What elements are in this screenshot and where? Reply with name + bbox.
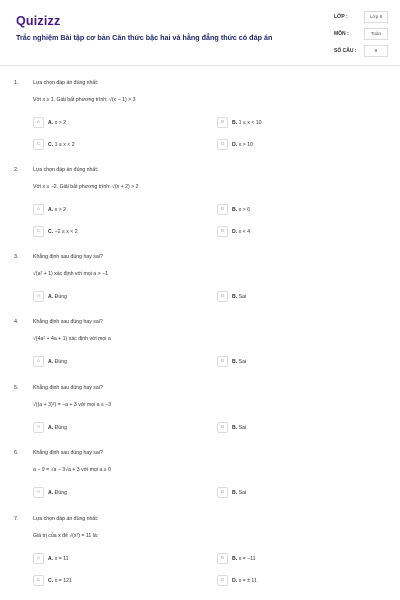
option-letter-box: D: [217, 575, 228, 586]
question-text: Với x ≥ 1. Giải bất phương trình: √(x − 1) > 3: [33, 97, 136, 103]
option-key: A.: [48, 358, 54, 365]
meta-label-grade: LỚP :: [334, 14, 348, 20]
option-value: Đúng: [54, 358, 68, 365]
question-number: 7.: [14, 516, 19, 522]
option-letter-box: A: [33, 422, 44, 433]
option-letter-box: C: [33, 139, 44, 150]
option-letter-box: C: [33, 575, 44, 586]
option-text: [48, 120, 66, 126]
option-text: [232, 578, 257, 584]
option-value: x > 10: [238, 141, 253, 148]
option-key: B.: [232, 555, 238, 562]
option-letter-box: B: [217, 422, 228, 433]
question-prompt: Khẳng định sau đúng hay sai?: [33, 319, 103, 325]
question-number: 1.: [14, 80, 19, 86]
option-text: [48, 359, 67, 365]
answer-option-a[interactable]: [33, 204, 66, 215]
option-letter-box: A: [33, 487, 44, 498]
meta-value-grade: Lớp 9: [364, 11, 388, 23]
option-text: [232, 359, 246, 365]
option-value: Đúng: [54, 293, 68, 300]
option-text: [232, 490, 246, 496]
question-text: √((a + 3)²) = −a + 3 với mọi a ≤ −3: [33, 402, 112, 408]
worksheet-header: [0, 0, 400, 66]
answer-option-d[interactable]: [217, 575, 257, 586]
question-number: 4.: [14, 319, 19, 325]
option-key: A.: [48, 555, 54, 562]
answer-option-b[interactable]: [217, 422, 246, 433]
option-key: B.: [232, 119, 238, 126]
answer-option-b[interactable]: [217, 487, 246, 498]
question-prompt: Khẳng định sau đúng hay sai?: [33, 450, 103, 456]
question-prompt: Lựa chọn đáp án đúng nhất:: [33, 167, 99, 173]
option-letter-box: B: [217, 553, 228, 564]
answer-option-d[interactable]: [217, 226, 250, 237]
question-prompt: Lựa chọn đáp án đúng nhất:: [33, 516, 99, 522]
option-text: [232, 294, 246, 300]
question-text: Với x ≥ −2. Giải bất phương trình: √(x + 2) > 2: [33, 184, 139, 190]
option-letter-box: B: [217, 356, 228, 367]
option-letter-box: A: [33, 356, 44, 367]
option-value: x > 6: [238, 206, 251, 213]
option-text: [48, 229, 78, 235]
option-value: Sai: [238, 358, 247, 365]
answer-option-b[interactable]: [217, 291, 246, 302]
option-key: A.: [48, 489, 54, 496]
option-key: B.: [232, 424, 238, 431]
option-value: Sai: [238, 293, 247, 300]
option-value: Đúng: [54, 489, 68, 496]
option-value: x = −11: [238, 555, 256, 562]
option-text: [48, 207, 66, 213]
answer-option-c[interactable]: [33, 226, 78, 237]
option-text: [48, 578, 72, 584]
question-text: √(4a² + 4a + 1) xác định với mọi a: [33, 336, 111, 342]
option-letter-box: B: [217, 487, 228, 498]
meta-value-count: 9: [364, 45, 388, 57]
option-key: B.: [232, 206, 238, 213]
option-key: D.: [232, 141, 238, 148]
answer-option-b[interactable]: [217, 356, 246, 367]
option-letter-box: D: [217, 226, 228, 237]
question-number: 5.: [14, 385, 19, 391]
option-key: C.: [48, 228, 54, 235]
option-text: [232, 120, 262, 126]
meta-label-count: SỐ CÂU :: [334, 48, 357, 54]
option-letter-box: B: [217, 291, 228, 302]
option-text: [232, 207, 250, 213]
option-text: [48, 556, 69, 562]
option-value: x < 4: [238, 228, 251, 235]
answer-option-a[interactable]: [33, 487, 67, 498]
option-key: B.: [232, 489, 238, 496]
option-text: [48, 425, 67, 431]
option-value: x = ± 11: [238, 577, 257, 584]
option-key: A.: [48, 424, 54, 431]
option-key: D.: [232, 577, 238, 584]
question-number: 3.: [14, 254, 19, 260]
quizizz-logo: Quizizz: [16, 14, 61, 28]
option-key: D.: [232, 228, 238, 235]
answer-option-d[interactable]: [217, 139, 253, 150]
question-prompt: Khẳng định sau đúng hay sai?: [33, 385, 103, 391]
option-letter-box: B: [217, 204, 228, 215]
answer-option-c[interactable]: [33, 139, 75, 150]
option-letter-box: A: [33, 117, 44, 128]
option-value: 1 ≤ x < 10: [238, 119, 262, 126]
question-text: Giá trị của x để √(x²) = 11 là:: [33, 533, 99, 539]
option-text: [48, 294, 67, 300]
option-letter-box: A: [33, 553, 44, 564]
option-key: B.: [232, 293, 238, 300]
option-letter-box: A: [33, 291, 44, 302]
answer-option-a[interactable]: [33, 356, 67, 367]
option-key: A.: [48, 293, 54, 300]
question-prompt: Khẳng định sau đúng hay sai?: [33, 254, 103, 260]
option-letter-box: A: [33, 204, 44, 215]
question-number: 6.: [14, 450, 19, 456]
answer-option-a[interactable]: [33, 553, 69, 564]
option-value: x > 2: [54, 206, 67, 213]
answer-option-a[interactable]: [33, 422, 67, 433]
option-key: C.: [48, 577, 54, 584]
option-value: x > 2: [54, 119, 67, 126]
question-text: a − 9 = √a − 3√a + 3 với mọi a ≥ 0: [33, 467, 111, 473]
option-letter-box: D: [217, 139, 228, 150]
answer-option-a[interactable]: [33, 291, 67, 302]
option-value: Sai: [238, 424, 247, 431]
option-text: [232, 425, 246, 431]
question-prompt: Lựa chọn đáp án đúng nhất:: [33, 80, 99, 86]
question-text: √(a² + 1) xác định với mọi a > −1: [33, 271, 109, 277]
answer-option-b[interactable]: [217, 553, 256, 564]
option-value: Đúng: [54, 424, 68, 431]
option-text: [232, 142, 253, 148]
option-key: A.: [48, 119, 54, 126]
option-key: C.: [48, 141, 54, 148]
answer-option-a[interactable]: [33, 117, 66, 128]
option-key: B.: [232, 358, 238, 365]
option-value: x = 121: [54, 577, 72, 584]
option-letter-box: C: [33, 226, 44, 237]
option-text: [48, 142, 75, 148]
option-letter-box: B: [217, 117, 228, 128]
answer-option-b[interactable]: [217, 117, 262, 128]
option-key: A.: [48, 206, 54, 213]
option-value: −2 ≤ x < 2: [54, 228, 78, 235]
option-text: [232, 556, 256, 562]
meta-label-subject: MÔN :: [334, 31, 349, 37]
answer-option-c[interactable]: [33, 575, 72, 586]
worksheet-title: Trắc nghiệm Bài tập cơ bản Căn thức bậc hai và hằng đẳng thức có đáp án: [16, 33, 273, 42]
meta-value-subject: Toán: [364, 28, 388, 40]
option-value: Sai: [238, 489, 247, 496]
answer-option-b[interactable]: [217, 204, 250, 215]
option-value: 1 ≤ x < 2: [54, 141, 75, 148]
option-text: [232, 229, 250, 235]
option-value: x = 11: [54, 555, 69, 562]
option-text: [48, 490, 67, 496]
question-number: 2.: [14, 167, 19, 173]
